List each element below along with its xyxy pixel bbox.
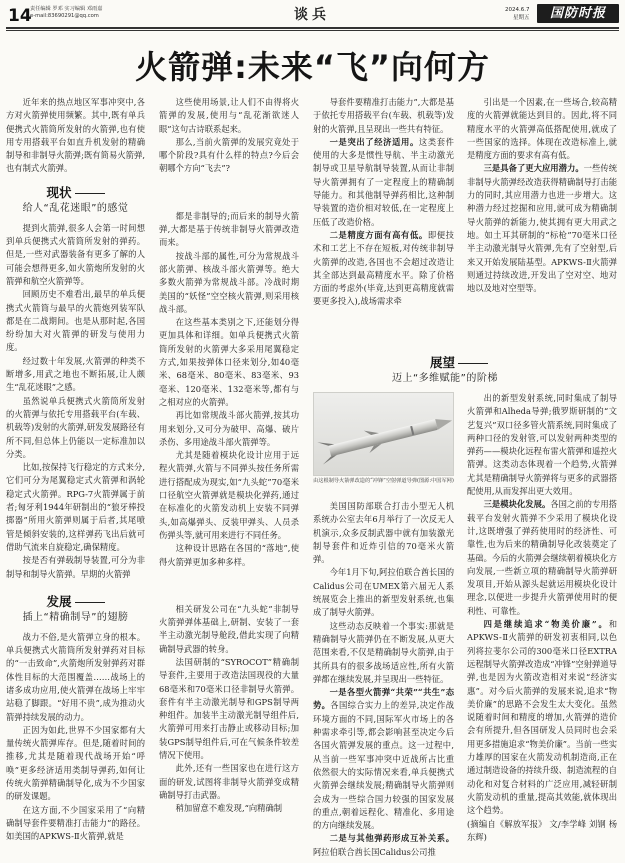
paragraph <box>467 498 617 618</box>
subhead-subtitle: 给人“乱花迷眼”的感觉 <box>22 202 129 214</box>
paragraph-lead: 四是继续追求“物美价廉”。 <box>483 619 609 630</box>
subhead-subtitle: 插上“精确制导”的翅膀 <box>22 611 129 623</box>
paragraph <box>313 832 454 858</box>
subhead-subtitle: 迈上“多维赋能”的阶梯 <box>392 373 498 384</box>
paragraph: 法国研制的“SYROCOT”精确制导套件,主要用于改造法国现役的大量68毫米和70毫米口径非制导火箭弹。套件有半主动激光制导和GPS制导两种组件。加装半主动激光制导组件后,火箭弹可用来打击静止或移动目标;加装GPS制导组件后,可在气候条件较差情况下使用。 <box>159 656 299 761</box>
paragraph-lead: 二是与其他弹药形成互补关系。 <box>329 833 454 844</box>
paragraph: 此外,还有一些国家也在进行这方面的研发,试图将非制导火箭弹变成精确制导打击武器。 <box>159 763 299 800</box>
paragraph: 在这方面,不少国家采用了“向精确制导套件要精准打击能力”的路径。如美国的APKWS-Ⅱ火箭弹,就是 <box>6 804 145 842</box>
paragraph-lead: 二是精度方面有高有低。 <box>329 229 428 240</box>
column-spacer <box>159 569 299 603</box>
paragraph: 相关研发公司在“九头蛇”非制导火箭弹弹体基础上,研制、安装了一套半主动激光制导舱段,借此实现了向精确制导武器的转身。 <box>159 603 299 654</box>
editors-names: 责任编辑 罗邓 实习编辑 邓雨嘉 <box>30 6 103 12</box>
subhead-title: 发展 <box>6 593 145 611</box>
paragraph-lead: 三是模块化发展。 <box>483 499 551 510</box>
paragraph: 引出是一个因素,在一些场合,较高精度的火箭弹就能达到目的。因此,将不同精度水平的火箭弹高低搭配使用,就成了一些国家的选择。体现在改造标准上,就是精度方面的要求有高有低。 <box>467 97 617 161</box>
paragraph: 稍加留意不难发现,“向精确制 <box>175 803 283 814</box>
rocket-photo <box>313 392 454 476</box>
source-credit: (摘编自《解放军报》 文/李学峰 刘钢 杨东辉) <box>467 818 617 842</box>
paragraph: 再比如常规战斗部火箭弹,按其功用来划分,又可分为破甲、高爆、破片杀伤、多用途战斗部火箭弹等。 <box>159 410 299 447</box>
paragraph <box>313 686 454 832</box>
paragraph: 提到火箭弹,很多人会第一时间想到单兵便携式火箭筒所发射的弹药。但是,一些对武器装备有更多了解的人可能会想得更多,如火箭炮所发射的火箭弹和航空火箭弹等。 <box>6 222 145 286</box>
rocket-image <box>314 393 454 476</box>
header-rule-thin <box>6 30 619 31</box>
paragraph-body: 阿拉伯联合酋长国Calidus公司推 <box>313 846 436 857</box>
paragraph <box>467 618 617 817</box>
paragraph <box>467 162 617 295</box>
paragraph-lead: 一是突出了经济适用。 <box>329 136 419 147</box>
paragraph-body: 这类套件使用的大多是惯性导航、半主动激光制导或卫星导航制导装置,从而让非制导火箭弹拥有了一定程度上的精确制导能力。和其他制导弹药相比,这种制导装置的造价相对较低,在一定程度上压低了改造价格。 <box>313 136 454 227</box>
column-4-bottom <box>467 392 617 858</box>
column-4-top <box>467 96 617 346</box>
column-1 <box>6 96 145 858</box>
paragraph: 按战斗部的属性,可分为常规战斗部火箭弹、核战斗部火箭弹等。绝大多数火箭弹为常规战斗部。冷战时期美国的“妖怪”空空核火箭弹,则采用核战斗部。 <box>159 250 299 314</box>
paragraph: 今年1月下旬,阿拉伯联合酋长国的Calidus公司在UMEX第六届无人系统展览会上推出的新型发射系统,也集成了制导火箭弹。 <box>313 567 454 618</box>
editors-credit <box>30 6 102 20</box>
paragraph-body: 和APKWS-Ⅱ火箭弹的研发初衷相同,以色列将拉斐尔公司的300毫米口径EXTRA远程制导火箭弹改造成“冲锋”空射弹道导弹,也是因为火箭改造相对来说“经济实惠”。对今后火箭弹的发展来说,追求“物美价廉”的思路不会发生太大变化。虽然说随着时间和精度的增加,火箭弹的造价会有所提升,但各国研发人员同时也会采用更多措施追求“物美价廉”。当前一些实力雄厚的国家在火箭发动机制造商,正在通过制造设备的持续升级、制造流程的自动化和对复合材料的广泛应用,减轻研制火箭发动机的重量,提高其效能,就体现出这个趋势。 <box>467 619 617 816</box>
column-3-top <box>313 96 454 346</box>
issue-date-value: 2024.6.7 <box>505 7 530 13</box>
paragraph: 近年来的热点地区军事冲突中,各方对火箭弹使用频繁。其中,既有单兵便携式火箭筒所发射的火箭弹,也有使用专用搭载平台如直升机发射的精确制导和非制导火箭弹;既有简易火箭弹,也有制式火箭弹。 <box>6 97 145 174</box>
section-title: 谈兵 <box>294 7 330 23</box>
paragraph: 出的新型发射系统,同时集成了制导火箭弹和Alheda导弹;俄罗斯研制的“文艺复兴”双口径多管火箭系统,同时集成了两种口径的发射管,可以发射两种类型的弹药——模块化远程布雷火箭弹和遥控火箭弹。这类动态体现着一个趋势,火箭弹尤其是精确制导火箭弹将与更多的武器搭配使用,从而发挥出更大效用。 <box>467 393 617 497</box>
paragraph: 虽然说单兵便携式火箭筒所发射的火箭弹与依托专用搭载平台(车载、机载等)发射的火箭弹,研发发展路径有所不同,但总体上仍能以一定标准加以分类。 <box>6 395 145 459</box>
header-rule <box>6 27 619 29</box>
column-2 <box>159 96 299 858</box>
subhead-development <box>6 593 145 625</box>
paragraph-body: 一些传统非制导火箭弹经改造获得精确制导打击能力的同时,其应用潜力也进一步增大。这种潜力经过挖掘和应用,就可成为精确制导火箭弹的新能力,使其拥有更大用武之地。如土耳其研制的“标枪”70毫米口径半主动激光制导火箭弹,先有了空射型,后来又开始发展陆基型。APKWS-Ⅱ火箭弹则通过持续改进,开发出了空对空、地对地以及地对空型等。 <box>467 163 617 294</box>
paragraph-lead: 三是具备了更大应用潜力。 <box>483 163 584 174</box>
paragraph <box>313 136 454 229</box>
paragraph-body: 各国综合实力上的差异,决定作战环境方面的不同,国际军火市场上的各种需求牵引等,都会影响甚至决定今后各国火箭弹发展的重点。这一过程中,从当前一些军事冲突中近战所占比重依然很大的实际情况来看,单兵便携式火箭弹会继续发展;精确制导火箭弹则会成为一些综合国力较强的国家发展的重点,朝着远程化、精准化、多用途的方向继续发展。 <box>313 700 454 831</box>
photo-caption: 由这根制导火箭弹改造的“冲锋”空射弹道导弹(图源:中国军网) <box>313 478 454 484</box>
paragraph: 在这些基本类别之下,还能划分得更加具体和详细。如单兵便携式火箭筒所发射的火箭弹大多采用尾翼稳定方式,如果按弹体口径来划分,如40毫米、68毫米、80毫米、83毫米、93毫米、120毫米、132毫米等,都有与之相对应的火箭弹。 <box>159 317 299 407</box>
paragraph: 这些动态反映着一个事实:那就是精确制导火箭弹仍在不断发展,从更大范围来看,不仅是精确制导火箭弹,由于其所具有的很多战场适应性,所有火箭弹都在继续发展,并呈现出一些特征。 <box>313 620 454 684</box>
paragraph: 尤其是随着模块化设计应用于远程火箭弹,火箭与不同弹头按任务所需进行搭配成为现实,如“九头蛇”70毫米口径航空火箭弹就是模块化弹药,通过在标准化的火箭发动机上安装不同弹头,如高爆弹头、反装甲弹头、人员杀伤弹头等,就可用来进行不同任务。 <box>159 450 299 540</box>
paragraph: 战力不俗,是火箭弹立身的根本。单兵便携式火箭筒所发射弹药对目标的“一击致命”,火箭炮所发射弹药对群体性目标的大范围覆盖……战场上的诸多成功应用,使火箭弹在战场上牢牢站稳了脚跟。“好用不贵”,成为推动火箭弹持续发展的动力。 <box>6 631 145 722</box>
paragraph-body: 即便技术和工艺上不存在短板,对传统非制导火箭弹的改造,各国也不会超过改造让其全部达到最高精度水平。除了价格方面的考虑外(毕竟,达到更高精度就需要更多投入),战场需求牵 <box>313 229 454 307</box>
subhead-title: 展望 <box>330 354 530 372</box>
paragraph <box>313 229 454 309</box>
paragraph: 这些使用场景,让人们不由得将火箭弹的发展,使用与“乱花渐欲迷人眼”这句古诗联系起来。 <box>159 97 299 134</box>
paragraph: 这种设计思路在各国的“落地”,使得火箭弹更加多种多样。 <box>159 543 299 567</box>
issue-date <box>505 6 530 22</box>
paragraph: 回顾历史不难看出,最早的单兵便携式火箭筒与最早的火箭炮列装军队都是在二战期间。也是从那时起,各国纷纷加大对火箭弹的研发与使用力度。 <box>6 289 145 353</box>
page-number: 14 <box>8 6 32 26</box>
subhead-outlook <box>330 354 530 386</box>
editors-email: e-mail:83690291@qq.com <box>30 13 99 19</box>
paragraph: 经过数十年发展,火箭弹的种类不断增多,用武之地也不断拓展,让人颇生“乱花迷眼”之感。 <box>6 355 145 393</box>
newspaper-masthead: 国防时报 <box>537 4 619 23</box>
paragraph-body: 各国之前的专用搭载平台发射火箭弹不少采用了模块化设计,这既增强了弹药使用时的经济性、可靠性,也为后来的精确制导化改装奠定了基础。今后的火箭弹会继续朝着模块化方向发展,一些新立项的精确制导火箭弹研发项目,开始从源头起就运用模块化设计理念,以便进一步提升火箭弹使用时的便利性、可靠性。 <box>467 499 617 616</box>
subhead-title: 现状 <box>6 184 145 202</box>
paragraph-lead: 一是各型火箭弹“共荣”“共生”态势。 <box>313 687 454 711</box>
paragraph: 导套件要精准打击能力”,大都是基于依托专用搭载平台(车载、机载等)发射的火箭弹,且呈现出一些共有特征。 <box>313 97 454 134</box>
subhead-status <box>6 184 145 216</box>
issue-weekday: 星期五 <box>512 15 530 21</box>
paragraph: 美国国防部联合打击小型无人机系统办公室去年6月举行了一次反无人机演示,众多反制武器中就有加装激光制导套件和近炸引信的70毫米火箭弹。 <box>313 501 454 565</box>
paragraph: 比如,按保持飞行稳定的方式来分,它们可分为尾翼稳定式火箭弹和涡轮稳定式火箭弹。RPG-7火箭弹属于前者;匈牙利1944年研制出的“狼牙棒投掷器”所用火箭弹则属于后者,其尾喷管是倾斜安装的,这样弹药飞出后就可借助气流来自旋稳定,确保精度。 <box>6 462 145 552</box>
paragraph: 都是非制导的;而后来的制导火箭弹,大都是基于传统非制导火箭弹改造而来。 <box>159 210 299 248</box>
paragraph: 按是否有弹载制导装置,可分为非制导和制导火箭弹。早期的火箭弹 <box>6 555 145 579</box>
paragraph: 正因为如此,世界不少国家都有大量传统火箭弹库存。但是,随着时间的推移,尤其是随着现代战场开始“呼唤”更多经济适用类制导弹药,如何让传统火箭弹精确制导化,成为不少国家的研发课题。 <box>6 724 145 802</box>
column-3-bottom <box>313 500 454 858</box>
column-spacer <box>159 176 299 210</box>
article-headline: 火箭弹:未来“飞”向何方 <box>135 48 490 86</box>
paragraph: 那么,当前火箭弹的发展究竟处于哪个阶段?具有什么样的特点?今后会朝哪个方向“飞去”? <box>159 136 299 174</box>
